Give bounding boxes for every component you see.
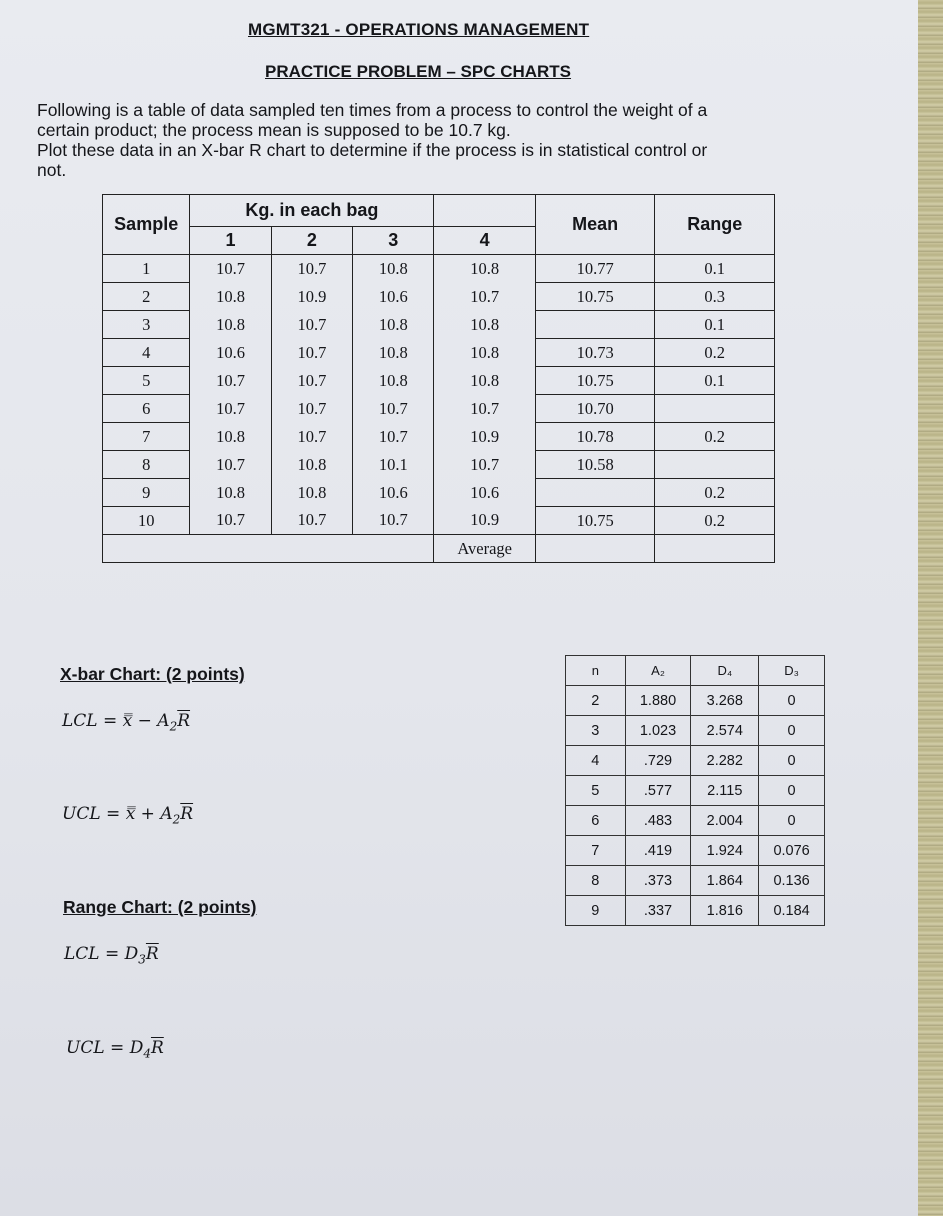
sample-cell: 8 bbox=[103, 451, 190, 479]
page-title: MGMT321 - OPERATIONS MANAGEMENT bbox=[248, 20, 590, 39]
weight-cell-3: 10.8 bbox=[353, 311, 434, 339]
weight-cell-2: 10.7 bbox=[271, 255, 352, 283]
x-double-bar-symbol: x̿ bbox=[125, 804, 136, 824]
mean-cell bbox=[535, 479, 655, 507]
xbar-lcl-formula bbox=[62, 711, 190, 733]
factors-cell: 0 bbox=[759, 716, 825, 746]
factors-cell: 2.574 bbox=[691, 716, 759, 746]
weight-cell-3: 10.8 bbox=[353, 367, 434, 395]
weight-cell-3: 10.8 bbox=[353, 339, 434, 367]
factors-row bbox=[566, 896, 825, 926]
factors-cell: 7 bbox=[566, 836, 626, 866]
factors-header-row bbox=[566, 656, 825, 686]
weight-cell-1: 10.7 bbox=[190, 367, 271, 395]
range-cell: 0.2 bbox=[655, 479, 775, 507]
range-cell: 0.1 bbox=[655, 255, 775, 283]
sample-cell: 1 bbox=[103, 255, 190, 283]
weight-cell-1: 10.6 bbox=[190, 339, 271, 367]
table-row bbox=[103, 367, 775, 395]
control-chart-factors-table bbox=[565, 655, 825, 926]
sample-cell: 6 bbox=[103, 395, 190, 423]
factors-cell: 1.924 bbox=[691, 836, 759, 866]
d3-subscript: 3 bbox=[138, 952, 146, 967]
factors-cell: .419 bbox=[625, 836, 691, 866]
header-col-1: 1 bbox=[190, 227, 271, 255]
factors-row bbox=[566, 866, 825, 896]
factors-cell: .577 bbox=[625, 776, 691, 806]
weight-cell-1: 10.8 bbox=[190, 283, 271, 311]
factors-cell: 0.184 bbox=[759, 896, 825, 926]
weight-cell-2: 10.7 bbox=[271, 423, 352, 451]
mean-cell: 10.78 bbox=[535, 423, 655, 451]
r-bar-symbol: $\overline{R}$ bbox=[150, 1038, 164, 1058]
xbar-lcl-label: LCL = bbox=[62, 711, 123, 731]
factors-cell: 2.282 bbox=[691, 746, 759, 776]
header-col-2: 2 bbox=[271, 227, 352, 255]
weight-cell-2: 10.7 bbox=[271, 311, 352, 339]
factors-row bbox=[566, 716, 825, 746]
sample-cell: 4 bbox=[103, 339, 190, 367]
x-double-bar-symbol: x̿ bbox=[122, 711, 133, 731]
table-row bbox=[103, 311, 775, 339]
weight-cell-1: 10.8 bbox=[190, 311, 271, 339]
range-cell: 0.3 bbox=[655, 283, 775, 311]
weight-cell-3: 10.6 bbox=[353, 479, 434, 507]
weight-cell-3: 10.7 bbox=[353, 507, 434, 535]
table-row bbox=[103, 451, 775, 479]
header-col-3: 3 bbox=[353, 227, 434, 255]
factors-cell: .337 bbox=[625, 896, 691, 926]
factors-cell: 1.880 bbox=[625, 686, 691, 716]
mean-cell: 10.77 bbox=[535, 255, 655, 283]
factors-cell: 0 bbox=[759, 776, 825, 806]
factors-cell: 5 bbox=[566, 776, 626, 806]
range-cell bbox=[655, 395, 775, 423]
range-cell: 0.1 bbox=[655, 367, 775, 395]
mean-cell: 10.70 bbox=[535, 395, 655, 423]
d4-subscript: 4 bbox=[143, 1046, 151, 1061]
mean-cell: 10.75 bbox=[535, 507, 655, 535]
sample-cell: 5 bbox=[103, 367, 190, 395]
factors-cell: .729 bbox=[625, 746, 691, 776]
table-row bbox=[103, 255, 775, 283]
weight-cell-3: 10.7 bbox=[353, 423, 434, 451]
a-symbol: A bbox=[157, 711, 170, 731]
mean-cell: 10.75 bbox=[535, 367, 655, 395]
a-subscript: 2 bbox=[169, 719, 178, 734]
table-row bbox=[103, 423, 775, 451]
sample-cell: 7 bbox=[103, 423, 190, 451]
weight-cell-1: 10.7 bbox=[190, 395, 271, 423]
range-ucl-label: UCL = bbox=[66, 1038, 130, 1058]
factors-cell: 9 bbox=[566, 896, 626, 926]
table-row bbox=[103, 507, 775, 535]
weight-cell-3: 10.6 bbox=[353, 283, 434, 311]
r-bar-symbol: $\overline{R}$ bbox=[177, 711, 191, 731]
range-cell: 0.2 bbox=[655, 339, 775, 367]
factors-cell: 6 bbox=[566, 806, 626, 836]
intro-line-3: Plot these data in an X-bar R chart to determine if the process is in statistical control or bbox=[37, 140, 708, 160]
weight-cell-1: 10.8 bbox=[190, 423, 271, 451]
header-col-4: 4 bbox=[434, 227, 535, 255]
weight-cell-4: 10.8 bbox=[434, 311, 535, 339]
header-range: Range bbox=[655, 195, 775, 255]
weight-cell-2: 10.7 bbox=[271, 367, 352, 395]
intro-line-2: certain product; the process mean is supposed to be 10.7 kg. bbox=[37, 120, 511, 140]
weight-cell-3: 10.1 bbox=[353, 451, 434, 479]
range-ucl-formula bbox=[66, 1038, 164, 1060]
range-lcl-label: LCL = bbox=[64, 944, 125, 964]
weight-cell-3: 10.7 bbox=[353, 395, 434, 423]
problem-statement bbox=[37, 100, 827, 180]
intro-line-4: not. bbox=[37, 160, 67, 180]
header-sample: Sample bbox=[103, 195, 190, 255]
factors-cell: 3.268 bbox=[691, 686, 759, 716]
weight-cell-1: 10.7 bbox=[190, 255, 271, 283]
header-kg-in-each-bag: Kg. in each bag bbox=[190, 195, 434, 227]
range-cell: 0.2 bbox=[655, 423, 775, 451]
sample-cell: 3 bbox=[103, 311, 190, 339]
table-row bbox=[103, 283, 775, 311]
sample-cell: 10 bbox=[103, 507, 190, 535]
factors-cell: .373 bbox=[625, 866, 691, 896]
sample-cell: 9 bbox=[103, 479, 190, 507]
table-row bbox=[103, 339, 775, 367]
factors-cell: 0 bbox=[759, 806, 825, 836]
mean-cell: 10.73 bbox=[535, 339, 655, 367]
weight-cell-4: 10.8 bbox=[434, 339, 535, 367]
paper-edge bbox=[918, 0, 943, 1216]
average-range-cell bbox=[655, 535, 775, 563]
weight-cell-2: 10.7 bbox=[271, 507, 352, 535]
minus-operator: − bbox=[132, 711, 158, 731]
range-cell: 0.2 bbox=[655, 507, 775, 535]
sample-cell: 2 bbox=[103, 283, 190, 311]
factors-cell: 4 bbox=[566, 746, 626, 776]
table-row bbox=[103, 395, 775, 423]
mean-cell: 10.75 bbox=[535, 283, 655, 311]
weight-cell-4: 10.7 bbox=[434, 451, 535, 479]
factors-row bbox=[566, 776, 825, 806]
page-subtitle: PRACTICE PROBLEM – SPC CHARTS bbox=[265, 62, 572, 81]
header-blank bbox=[434, 195, 535, 227]
weight-cell-3: 10.8 bbox=[353, 255, 434, 283]
r-bar-symbol: $\overline{R}$ bbox=[145, 944, 159, 964]
factors-cell: 0 bbox=[759, 686, 825, 716]
intro-line-1: Following is a table of data sampled ten times from a process to control the weight of a bbox=[37, 100, 708, 120]
factors-cell: 0 bbox=[759, 746, 825, 776]
range-cell: 0.1 bbox=[655, 311, 775, 339]
weight-cell-2: 10.9 bbox=[271, 283, 352, 311]
factors-cell: 0.136 bbox=[759, 866, 825, 896]
factors-row bbox=[566, 686, 825, 716]
weight-cell-4: 10.7 bbox=[434, 283, 535, 311]
weight-cell-4: 10.8 bbox=[434, 255, 535, 283]
header-mean: Mean bbox=[535, 195, 655, 255]
a-subscript: 2 bbox=[172, 812, 181, 827]
factors-header-cell: A₂ bbox=[625, 656, 691, 686]
average-mean-cell bbox=[535, 535, 655, 563]
range-chart-heading: Range Chart: (2 points) bbox=[63, 897, 257, 917]
average-label: Average bbox=[434, 535, 535, 563]
factors-row bbox=[566, 746, 825, 776]
factors-header-cell: D₃ bbox=[759, 656, 825, 686]
factors-cell: 2 bbox=[566, 686, 626, 716]
factors-header-cell: n bbox=[566, 656, 626, 686]
weight-cell-2: 10.7 bbox=[271, 395, 352, 423]
weight-cell-2: 10.8 bbox=[271, 479, 352, 507]
table-row bbox=[103, 479, 775, 507]
footer-blank bbox=[103, 535, 434, 563]
r-bar-symbol: $\overline{R}$ bbox=[180, 804, 194, 824]
a-symbol: A bbox=[160, 804, 173, 824]
factors-cell: 3 bbox=[566, 716, 626, 746]
sample-data-table bbox=[102, 194, 775, 563]
weight-cell-4: 10.9 bbox=[434, 423, 535, 451]
weight-cell-1: 10.7 bbox=[190, 451, 271, 479]
xbar-ucl-formula bbox=[62, 804, 193, 826]
weight-cell-4: 10.6 bbox=[434, 479, 535, 507]
range-lcl-formula bbox=[64, 944, 159, 966]
factors-cell: 0.076 bbox=[759, 836, 825, 866]
xbar-ucl-label: UCL = bbox=[62, 804, 126, 824]
weight-cell-2: 10.7 bbox=[271, 339, 352, 367]
factors-cell: 8 bbox=[566, 866, 626, 896]
weight-cell-4: 10.8 bbox=[434, 367, 535, 395]
weight-cell-4: 10.9 bbox=[434, 507, 535, 535]
factors-row bbox=[566, 836, 825, 866]
mean-cell: 10.58 bbox=[535, 451, 655, 479]
factors-cell: 2.115 bbox=[691, 776, 759, 806]
factors-header-cell: D₄ bbox=[691, 656, 759, 686]
weight-cell-4: 10.7 bbox=[434, 395, 535, 423]
weight-cell-2: 10.8 bbox=[271, 451, 352, 479]
weight-cell-1: 10.8 bbox=[190, 479, 271, 507]
d-symbol: D bbox=[129, 1038, 144, 1058]
xbar-chart-heading: X-bar Chart: (2 points) bbox=[60, 664, 245, 684]
factors-cell: 1.864 bbox=[691, 866, 759, 896]
weight-cell-1: 10.7 bbox=[190, 507, 271, 535]
factors-cell: 2.004 bbox=[691, 806, 759, 836]
mean-cell bbox=[535, 311, 655, 339]
factors-cell: 1.816 bbox=[691, 896, 759, 926]
factors-cell: 1.023 bbox=[625, 716, 691, 746]
plus-operator: + bbox=[135, 804, 161, 824]
factors-cell: .483 bbox=[625, 806, 691, 836]
range-cell bbox=[655, 451, 775, 479]
d-symbol: D bbox=[124, 944, 139, 964]
factors-row bbox=[566, 806, 825, 836]
